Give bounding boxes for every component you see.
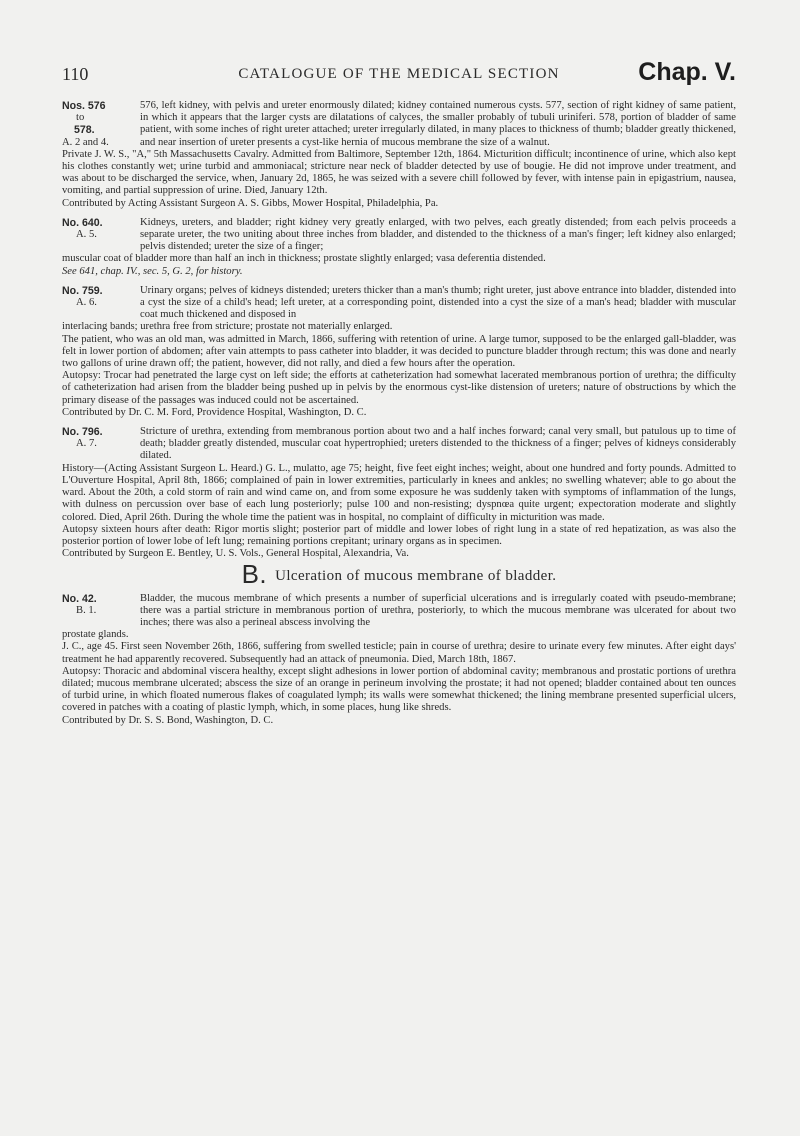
entry-description: 576, left kidney, with pelvis and ureter enormously dilated; kidney contained numerous cysts. 577, section of right kidney of same patient, in which it appears that the larger cysts are dilatations of calyces, the smaller probably of tubuli uriniferi. 578, portion of bladder of same patient, with some inches of right ureter attached; ureter irregularly dilated, in many places to thickness of thumb; bladder greatly thickened, and near insertion of ureter presents a cyst-like hernia of mucous membrane the size of a walnut. — [140, 100, 736, 148]
entry-sub-label: 578. — [74, 124, 95, 137]
entry-sub-label: A. 5. — [76, 229, 97, 241]
entry-description: Bladder, the mucous membrane of which presents a number of superficial ulcerations and is irregularly coated with pseudo-membrane; there was a partial stricture in membranous portion of urethra, posteriorly, to which the mucous membrane was ulcerated for about two inches; there was also a perineal abscess involving the — [140, 592, 736, 628]
entry-sub-label: A. 6. — [76, 297, 97, 309]
entry-description: Urinary organs; pelves of kidneys distended; ureters thicker than a man's thumb; right ureter, just above entrance into bladder, distended into a cyst the size of a child's head; left ureter, at a corresponding point, distended into a cyst the size of a man's head; bladder with muscular coat much thickened and disposed in — [140, 284, 736, 321]
specimen-entry-576 — [62, 100, 736, 210]
page-header — [62, 58, 736, 88]
specimen-entry-759 — [62, 285, 736, 419]
entry-number: No. 42. — [62, 592, 97, 605]
page-number: 110 — [62, 64, 89, 84]
entry-contributor: Contributed by Dr. S. S. Bond, Washington, D. C. — [62, 714, 274, 726]
entry-history: J. C., age 45. First seen November 26th, 1866, suffering from swelled testicle; pain in course of urethra; desire to urinate every few minutes. After eight days' treatment he had apparently recovered. Subsequently had an attack of pneumonia. Died, March 18th, 1867. — [62, 641, 736, 665]
chapter-label: Chap. V. — [638, 58, 736, 86]
entry-number: Nos. 576 — [62, 100, 106, 112]
entry-contributor: Contributed by Dr. C. M. Ford, Providence Hospital, Washington, D. C. — [62, 406, 367, 418]
entry-contributor: Contributed by Surgeon E. Bentley, U. S. Vols., General Hospital, Alexandria, Va. — [62, 548, 409, 560]
entry-label — [62, 285, 124, 309]
page-body — [62, 100, 736, 734]
running-title: CATALOGUE OF THE MEDICAL SECTION — [238, 66, 560, 82]
entry-history: The patient, who was an old man, was admitted in March, 1866, suffering with retention of urine. A large tumor, supposed to be the enlarged gall-bladder, was felt in lower portion of abdomen; after vain attempts to pass catheter into bladder, it was decided to puncture bladder through rectum; this was done and nearly two gallons of urine drawn off; the patient, however, did not rally, and died a few hours after the operation. — [62, 333, 736, 370]
entry-sub-label: A. 2 and 4. — [62, 136, 109, 148]
entry-sub-label: A. 7. — [76, 438, 97, 450]
entry-number: No. 759. — [62, 284, 103, 297]
entry-number: No. 640. — [62, 216, 103, 229]
entry-label — [62, 593, 124, 617]
entry-number: No. 796. — [62, 426, 103, 439]
specimen-entry-640 — [62, 217, 736, 278]
entry-contributor: Contributed by Acting Assistant Surgeon A. S. Gibbs, Mower Hospital, Philadelphia, Pa. — [62, 197, 439, 209]
entry-label — [62, 217, 124, 241]
entry-autopsy: Autopsy: Thoracic and abdominal viscera healthy, except slight adhesions in lower portion of abdominal cavity; membranous and prostatic portions of urethra dilated; mucous membrane ulcerated; abscess the size of an orange in perineum involving the prostate; it had not opened; bladder contained about ten ounces of turbid urine, in which floated numerous flakes of coagulated lymph; its walls were somewhat thickened; the lining membrane presented superficial ulcers, covered in patches with a coating of plastic lymph, which, in some places, hung like shreds. — [62, 665, 736, 714]
section-letter: B. — [241, 559, 267, 590]
entry-continuation: prostate glands. — [62, 629, 129, 641]
entry-label — [62, 426, 124, 450]
entry-description: Kidneys, ureters, and bladder; right kidney very greatly enlarged, with two pelves, each greatly distended; from each pelvis proceeds a separate ureter, the two uniting about three inches from bladder, and distended to the thickness of a man's finger; left kidney also enlarged; pelvis distended; ureter the size of a finger; — [140, 216, 736, 253]
entry-description: Stricture of urethra, extending from membranous portion about two and a half inches forward; canal very small, but patulous up to time of death; bladder greatly distended, muscular coat hypertrophied; ureters distended to the thickness of a finger; pelves of kidneys considerably dilated. — [140, 426, 736, 462]
entry-continuation: interlacing bands; urethra free from stricture; prostate not materially enlarged. — [62, 321, 393, 333]
entry-autopsy: Autopsy: Trocar had penetrated the large cyst on left side; the efforts at catheterization had somewhat lacerated membranous portion of urethra; the difficulty of catheterization had arisen from the bladder being pushed up in pelvis by the enormous cyst-like distension of ureters; nature of obstructions by which the primary disease of the passages was induced could not be ascertained. — [62, 370, 736, 406]
specimen-entry-796 — [62, 426, 736, 560]
entry-continuation: muscular coat of bladder more than half an inch in thickness; prostate slightly enlarged; vasa deferentia distended. — [62, 253, 546, 265]
entry-cross-reference: See 641, chap. IV., sec. 5, G. 2, for history. — [62, 265, 243, 277]
section-heading — [62, 559, 736, 590]
entry-sub-label: B. 1. — [76, 604, 97, 616]
entry-sub-label: to — [76, 112, 85, 124]
entry-history: History—(Acting Assistant Surgeon L. Heard.) G. L., mulatto, age 75; height, five feet eight inches; weight, about one hundred and forty pounds. Admitted to L'Ouverture Hospital, April 8th, 1866; complained of pain in lower extremities, particularly in knees and ankles; no swelling whatever; able to go about the ward. About the 20th, a cold storm of rain and wind came on, and from some exposure he was suddenly taken with symptoms of inflammation of the lungs, with dulness on percussion over base of each lung posteriorly; pulse 100 and non-resisting; dyspnœa quite urgent; expectoration moderate and slightly colored. Died, April 26th. During the whole time the patient was in hospital, no complaint of difficulty in micturition was made. — [62, 462, 736, 523]
entry-history: Private J. W. S., "A," 5th Massachusetts Cavalry. Admitted from Baltimore, September 12th, 1864. Micturition difficult; incontinence of urine, which also kept his clothes constantly wet; urine turbid and ammoniacal; stricture near neck of bladder detected by use of bougie. He did not improve under treatment, and was about to be discharged the service, when, January 2d, 1865, he was seized with a severe chill followed by fever, with intense pain in epigastrium, nausea, vomiting, and partial suppression of urine. Died, January 12th. — [62, 148, 736, 197]
specimen-entry-42 — [62, 593, 736, 727]
section-title: Ulceration of mucous membrane of bladder. — [275, 568, 557, 585]
entry-label — [62, 100, 124, 149]
entry-autopsy: Autopsy sixteen hours after death: Rigor mortis slight; posterior part of middle and lower lobes of right lung in a state of red hepatization, as was also the posterior portion of lower lobe of left lung; remaining portions crepitant; urinary organs as in specimen. — [62, 523, 736, 547]
